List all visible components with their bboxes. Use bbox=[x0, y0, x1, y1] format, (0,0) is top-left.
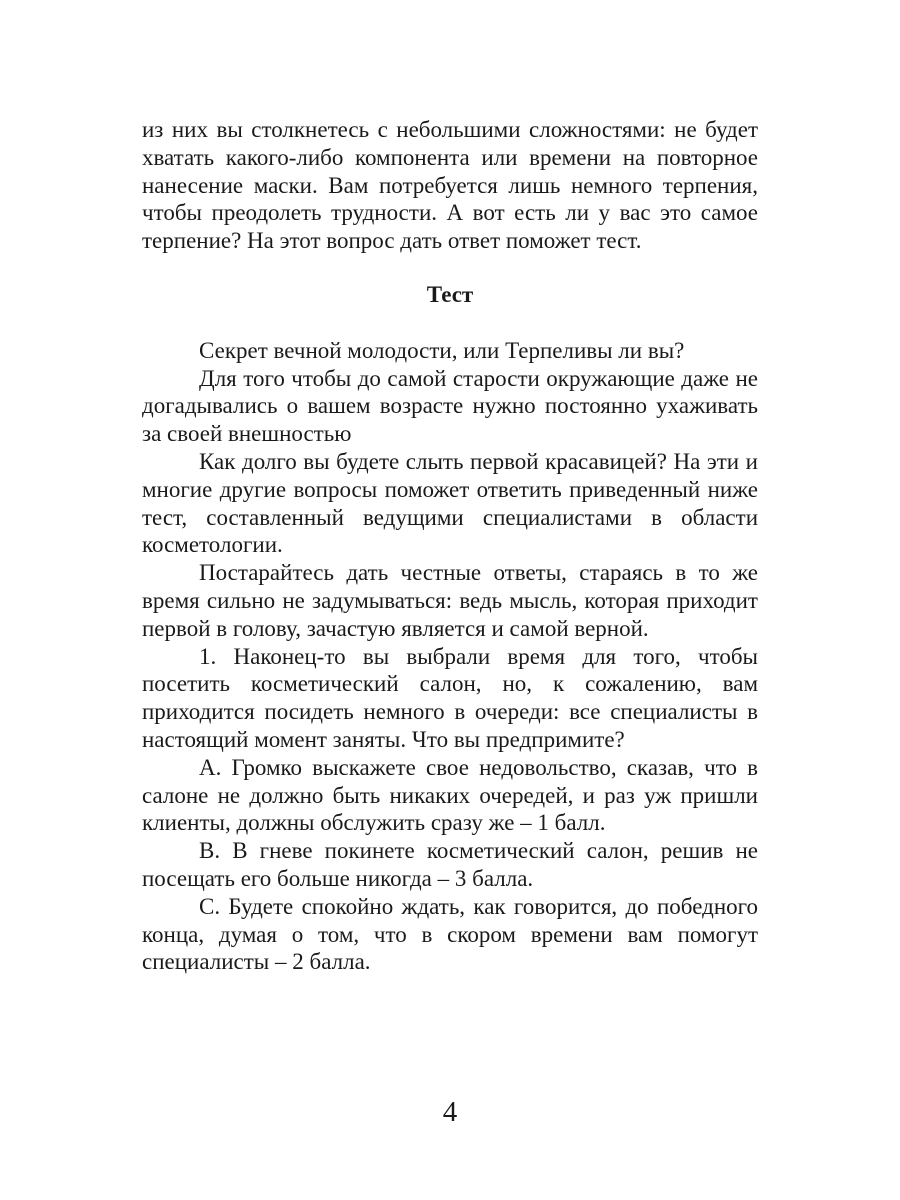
section-heading: Тест bbox=[426, 281, 474, 307]
body-paragraph: Для того чтобы до самой старости окружающие даже не догадывались о вашем возрасте нужно постоянно ухаживать за своей внешностью bbox=[142, 365, 758, 447]
answer-option-a: А. Громко выскажете свое недовольство, сказав, что в салоне не должно быть никаких очередей, и раз уж пришли клиенты, должны обслужить сразу же – 1 балл. bbox=[142, 754, 758, 836]
intro-paragraph: из них вы столкнетесь с небольшими сложностями: не будет хватать какого-либо компонента или времени на повторное нанесение маски. Вам потребуется лишь немного терпения, чтобы преодолеть трудности. А вот есть ли у вас это самое терпение? На этот вопрос дать ответ поможет тест. bbox=[142, 117, 758, 254]
page-text bbox=[142, 116, 758, 976]
answer-option-c: С. Будете спокойно ждать, как говорится, до победного конца, думая о том, что в скором времени вам помогут специалисты – 2 балла. bbox=[142, 893, 758, 975]
body-paragraph: Как долго вы будете слыть первой красавицей? На эти и многие другие вопросы поможет ответить приведенный ниже тест, составленный ведущими специалистами в области косметологии. bbox=[142, 448, 758, 558]
question-paragraph: 1. Наконец-то вы выбрали время для того, чтобы посетить косметический салон, но, к сожалению, вам приходится посидеть немного в очереди: все специалисты в настоящий момент заняты. Что вы предпримите? bbox=[142, 643, 758, 752]
test-title-paragraph: Секрет вечной молодости, или Терпеливы ли вы? bbox=[199, 337, 685, 363]
body-paragraph: Постарайтесь дать честные ответы, стараясь в то же время сильно не задумываться: ведь мысль, которая приходит первой в голову, зачастую является и самой верной. bbox=[142, 560, 758, 641]
answer-option-b: В. В гневе покинете косметический салон, решив не посещать его больше никогда – 3 балла. bbox=[142, 838, 758, 891]
page-number: 4 bbox=[442, 1096, 458, 1128]
